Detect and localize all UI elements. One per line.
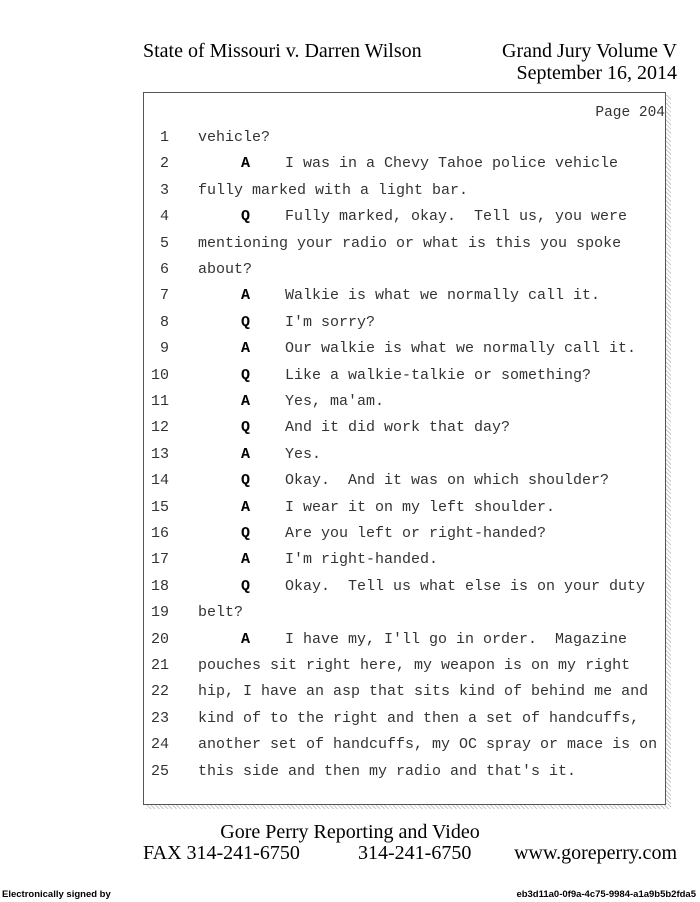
transcript-line bbox=[144, 604, 665, 630]
line-number: 11 bbox=[150, 393, 169, 410]
speaker-label: A bbox=[241, 498, 251, 516]
line-number: 9 bbox=[159, 340, 169, 358]
line-number: 14 bbox=[150, 472, 169, 490]
transcript-line bbox=[144, 155, 665, 181]
speaker-label: A bbox=[241, 551, 251, 569]
speaker-label: A bbox=[241, 445, 251, 463]
line-number: 16 bbox=[150, 525, 169, 542]
line-number: 5 bbox=[159, 234, 169, 252]
speaker-label: A bbox=[241, 340, 251, 358]
line-number: 23 bbox=[150, 709, 169, 727]
transcript-line bbox=[144, 710, 665, 736]
speaker-label: A bbox=[241, 630, 251, 648]
line-text: Like a walkie-talkie or something? bbox=[285, 366, 592, 384]
line-text: Okay. And it was on which shoulder? bbox=[285, 472, 610, 490]
line-text: Fully marked, okay. Tell us, you were bbox=[285, 208, 628, 226]
speaker-label: A bbox=[241, 287, 251, 305]
transcript-line bbox=[144, 287, 665, 313]
speaker-label: A bbox=[241, 393, 251, 410]
transcript-line bbox=[144, 763, 665, 789]
line-text: kind of to the right and then a set of handcuffs, bbox=[198, 709, 640, 727]
transcript-line bbox=[144, 261, 665, 287]
transcript-line bbox=[144, 182, 665, 208]
transcript-line bbox=[144, 736, 665, 762]
line-text: pouches sit right here, my weapon is on my right bbox=[198, 657, 631, 674]
line-number: 17 bbox=[150, 551, 169, 569]
line-number: 10 bbox=[150, 366, 169, 384]
transcript-line bbox=[144, 683, 665, 709]
line-number: 22 bbox=[150, 683, 169, 701]
transcript-line bbox=[144, 208, 665, 234]
transcript-date: September 16, 2014 bbox=[516, 62, 677, 84]
line-text: Are you left or right-handed? bbox=[285, 525, 547, 542]
fax-number: FAX 314-241-6750 bbox=[143, 842, 300, 864]
transcript-line bbox=[144, 419, 665, 445]
line-number: 24 bbox=[150, 736, 169, 754]
volume-label: Grand Jury Volume V bbox=[502, 40, 677, 62]
transcript-line bbox=[144, 551, 665, 577]
transcript-line bbox=[144, 367, 665, 393]
transcript-box bbox=[143, 92, 666, 805]
line-text: I was in a Chevy Tahoe police vehicle bbox=[285, 155, 619, 173]
speaker-label: Q bbox=[241, 366, 251, 384]
speaker-label: Q bbox=[241, 313, 251, 331]
line-number: 4 bbox=[159, 208, 169, 226]
line-text: I'm right-handed. bbox=[285, 551, 439, 569]
transcript-line bbox=[144, 340, 665, 366]
transcript-line bbox=[144, 235, 665, 261]
line-text: about? bbox=[198, 261, 253, 278]
line-number: 21 bbox=[150, 657, 169, 674]
line-number: 18 bbox=[150, 577, 169, 595]
line-text: mentioning your radio or what is this you spoke bbox=[198, 234, 622, 252]
signature-label: Electronically signed by bbox=[2, 889, 111, 900]
website-link[interactable]: www.goreperry.com bbox=[514, 842, 677, 864]
line-number: 6 bbox=[159, 261, 169, 278]
line-text: And it did work that day? bbox=[285, 419, 511, 437]
speaker-label: Q bbox=[241, 525, 251, 542]
line-number: 25 bbox=[150, 762, 169, 780]
speaker-label: Q bbox=[241, 577, 251, 595]
reporting-company: Gore Perry Reporting and Video bbox=[220, 821, 480, 843]
line-number: 13 bbox=[150, 445, 169, 463]
line-text: Our walkie is what we normally call it. bbox=[285, 340, 637, 358]
transcript-line bbox=[144, 314, 665, 340]
line-text: hip, I have an asp that sits kind of behind me and bbox=[198, 683, 649, 701]
line-number: 20 bbox=[150, 630, 169, 648]
transcript-line bbox=[144, 631, 665, 657]
transcript-line bbox=[144, 393, 665, 419]
line-number: 7 bbox=[159, 287, 169, 305]
transcript-line bbox=[144, 657, 665, 683]
line-text: this side and then my radio and that's it. bbox=[198, 762, 577, 780]
line-number: 19 bbox=[150, 604, 169, 622]
line-text: belt? bbox=[198, 604, 244, 622]
line-text: vehicle? bbox=[198, 129, 271, 146]
line-number: 8 bbox=[159, 313, 169, 331]
transcript-line bbox=[144, 446, 665, 472]
line-text: fully marked with a light bar. bbox=[198, 181, 469, 199]
transcript-line bbox=[144, 499, 665, 525]
line-number: 1 bbox=[159, 129, 169, 146]
line-text: another set of handcuffs, my OC spray or mace is on bbox=[198, 736, 658, 754]
line-number: 3 bbox=[159, 181, 169, 199]
line-text: I wear it on my left shoulder. bbox=[285, 498, 556, 516]
page-number: Page 204 bbox=[595, 105, 665, 121]
speaker-label: Q bbox=[241, 472, 251, 490]
signature-hash: eb3d11a0-0f9a-4c75-9984-a1a9b5b2fda5 bbox=[516, 889, 696, 900]
line-text: I have my, I'll go in order. Magazine bbox=[285, 630, 628, 648]
line-number: 2 bbox=[159, 155, 169, 173]
phone-number: 314-241-6750 bbox=[358, 842, 472, 864]
transcript-line bbox=[144, 129, 665, 155]
transcript-line bbox=[144, 472, 665, 498]
line-text: Okay. Tell us what else is on your duty bbox=[285, 577, 646, 595]
line-number: 15 bbox=[150, 498, 169, 516]
transcript-line bbox=[144, 525, 665, 551]
line-text: Yes, ma'am. bbox=[285, 393, 385, 410]
line-text: Walkie is what we normally call it. bbox=[285, 287, 601, 305]
line-text: I'm sorry? bbox=[285, 313, 376, 331]
line-text: Yes. bbox=[285, 445, 322, 463]
speaker-label: Q bbox=[241, 419, 251, 437]
transcript-line bbox=[144, 578, 665, 604]
speaker-label: A bbox=[241, 155, 251, 173]
speaker-label: Q bbox=[241, 208, 251, 226]
line-number: 12 bbox=[150, 419, 169, 437]
case-title: State of Missouri v. Darren Wilson bbox=[143, 40, 422, 62]
